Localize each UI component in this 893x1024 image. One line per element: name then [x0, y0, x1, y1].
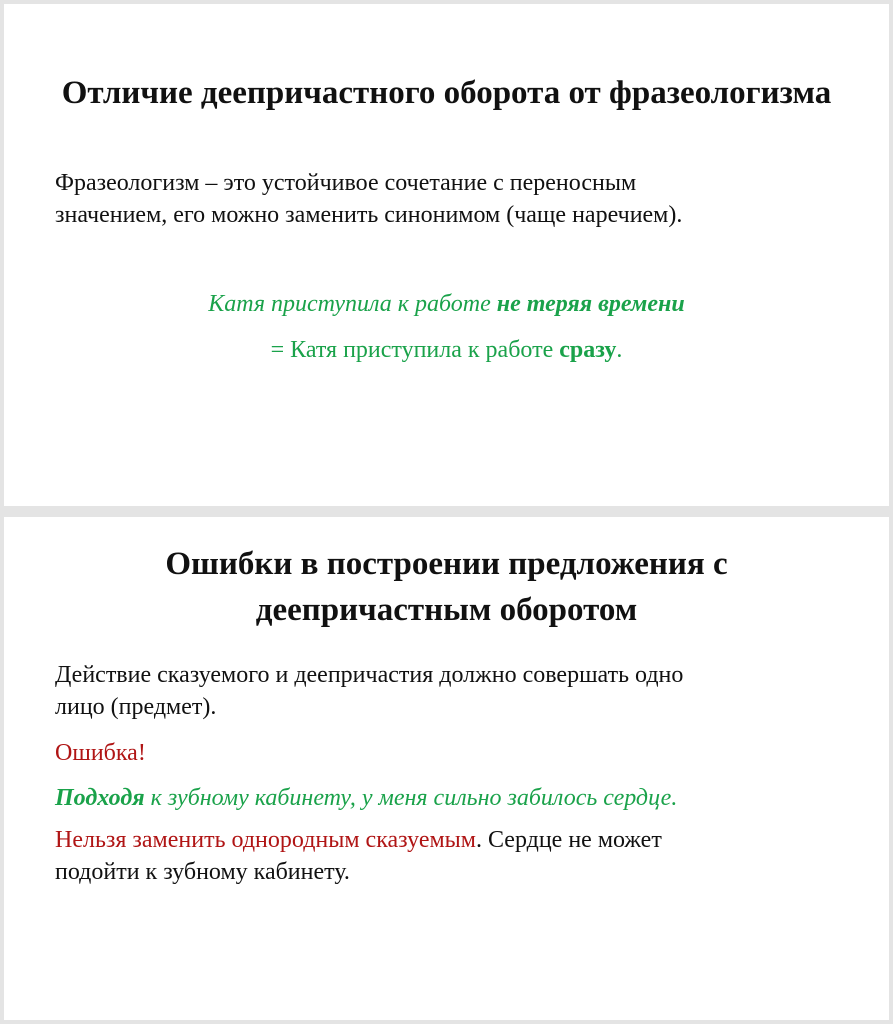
slide2-title-line-1: Ошибки в построении предложения с	[165, 546, 728, 582]
rule-line-2: лицо (предмет).	[55, 694, 217, 720]
slide-phraseologism	[4, 4, 889, 506]
explanation-rest: . Сердце не может	[475, 827, 662, 853]
slide2-title-line-2: деепричастным оборотом	[255, 592, 638, 628]
example-sentence-1	[4, 288, 889, 320]
rule-paragraph	[55, 659, 859, 723]
example-sentence-2	[4, 334, 889, 366]
error-example-bold: Подходя	[55, 785, 145, 811]
slide-errors	[4, 517, 889, 1020]
explanation-red: Нельзя заменить однородным сказуемым	[55, 827, 476, 853]
explanation-paragraph	[55, 824, 859, 888]
example1-plain: Катя приступила к работе	[208, 291, 497, 317]
error-example	[55, 782, 859, 814]
definition-paragraph	[55, 167, 859, 231]
error-example-rest: к зубному кабинету, у меня сильно забилось сердце.	[144, 785, 678, 811]
slide1-title: Отличие деепричастного оборота от фразеологизма	[61, 75, 832, 111]
definition-line-2: значением, его можно заменить синонимом (чаще наречием).	[55, 202, 683, 228]
definition-line-1: Фразеологизм – это устойчивое сочетание с переносным	[55, 170, 637, 196]
example1-bold: не теряя времени	[496, 291, 685, 317]
slide2-title	[4, 541, 889, 633]
error-label: Ошибка!	[55, 740, 146, 766]
explanation-line-2: подойти к зубному кабинету.	[55, 859, 350, 885]
example2-plain: = Катя приступила к работе	[270, 337, 560, 363]
rule-line-1: Действие сказуемого и деепричастия должно совершать одно	[55, 662, 684, 688]
example2-bold: сразу	[559, 337, 617, 363]
example2-end: .	[616, 337, 623, 363]
